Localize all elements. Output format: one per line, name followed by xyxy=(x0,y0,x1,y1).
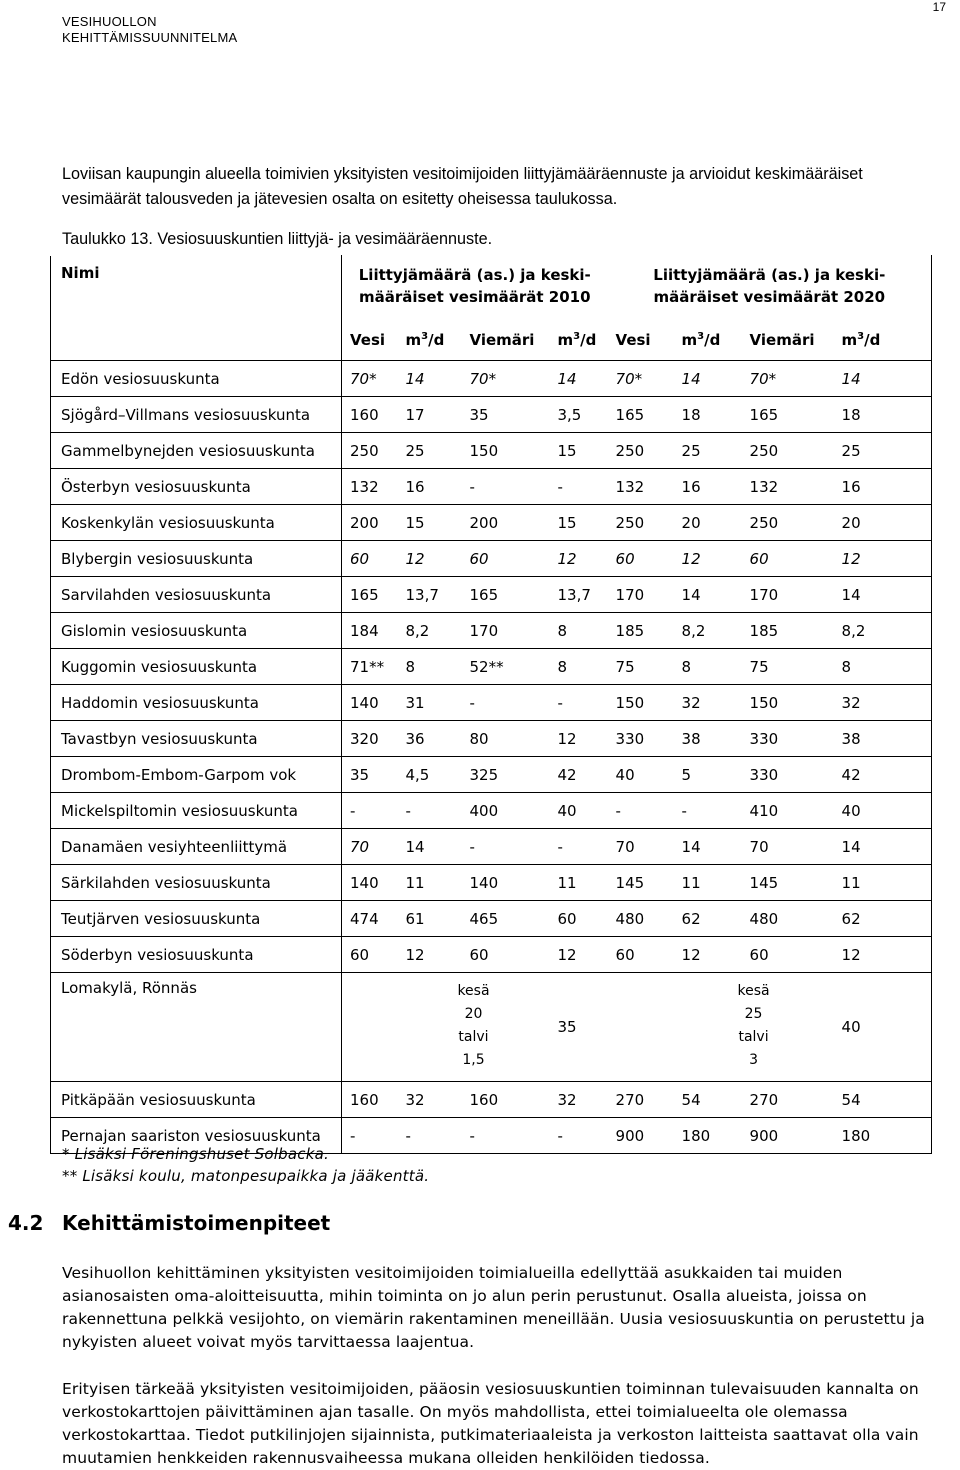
row-value: 4,5 xyxy=(398,757,462,793)
table-row xyxy=(51,397,932,433)
paragraph-1: Vesihuollon kehittäminen yksityisten vesitoimijoiden toimialueilla edellyttää asukkaiden tai muiden asianosaisten oma-aloitteisuutta, mihin toiminta on jo alun perin perustunut. Osalla alueista, joissa on rakennettuna pelkkä vesijohto, on viemärin rakentaminen meneillään. Uusia vesiosuuskuntia on perustettu ja nykyisten alueet voivat myös tarvittaessa laajentua. xyxy=(62,1264,925,1351)
row-name: Lomakylä, Rönnäs xyxy=(51,973,342,1082)
row-name: Söderbyn vesiosuuskunta xyxy=(51,937,342,973)
header-period-2020-line1: Liittyjämäärä (as.) ja keski- xyxy=(653,266,886,284)
table-row xyxy=(51,649,932,685)
footnote-1: * Lisäksi Föreningshuset Solbacka. xyxy=(62,1145,329,1163)
row-name: Mickelspiltomin vesiosuuskunta xyxy=(51,793,342,829)
table-row xyxy=(51,541,932,577)
row-value-empty xyxy=(342,973,398,1082)
row-name: Haddomin vesiosuuskunta xyxy=(51,685,342,721)
document-header xyxy=(62,14,237,46)
row-value: 180 xyxy=(674,1118,742,1154)
row-value: 60 xyxy=(462,541,550,577)
row-value: - xyxy=(462,685,550,721)
row-value: 25 xyxy=(834,433,932,469)
row-name: Drombom-Embom-Garpom vok xyxy=(51,757,342,793)
row-value: 165 xyxy=(608,397,674,433)
row-value: 410 xyxy=(742,793,834,829)
row-value: 250 xyxy=(742,433,834,469)
row-value: 12 xyxy=(398,937,462,973)
row-name: Pitkäpään vesiosuuskunta xyxy=(51,1082,342,1118)
row-name: Gammelbynejden vesiosuuskunta xyxy=(51,433,342,469)
season-line: 3 xyxy=(749,1052,758,1068)
row-value: 32 xyxy=(550,1082,608,1118)
header-line-1: VESIHUOLLON xyxy=(62,14,157,29)
row-value: 11 xyxy=(550,865,608,901)
row-value: 40 xyxy=(834,973,932,1082)
row-name: Särkilahden vesiosuuskunta xyxy=(51,865,342,901)
unit-sup: 3 xyxy=(421,331,429,342)
row-value: 12 xyxy=(550,721,608,757)
table-row xyxy=(51,613,932,649)
row-value: 170 xyxy=(742,577,834,613)
row-name: Sjögård–Villmans vesiosuuskunta xyxy=(51,397,342,433)
table-header-row xyxy=(51,256,932,325)
row-value: 60 xyxy=(742,541,834,577)
row-value: 8 xyxy=(834,649,932,685)
row-value: 160 xyxy=(462,1082,550,1118)
table-row xyxy=(51,685,932,721)
row-value: 14 xyxy=(398,829,462,865)
row-value: 140 xyxy=(342,685,398,721)
row-value: 474 xyxy=(342,901,398,937)
row-value: 42 xyxy=(550,757,608,793)
row-value: 52** xyxy=(462,649,550,685)
section-number: 4.2 xyxy=(8,1211,44,1235)
table-caption: Taulukko 13. Vesiosuuskuntien liittyjä- ja vesimääräennuste. xyxy=(62,230,493,248)
row-value: 18 xyxy=(834,397,932,433)
subheader-unit-2 xyxy=(550,324,608,361)
row-value: 8,2 xyxy=(834,613,932,649)
row-name: Blybergin vesiosuuskunta xyxy=(51,541,342,577)
row-value: 70* xyxy=(742,361,834,397)
row-name: Edön vesiosuuskunta xyxy=(51,361,342,397)
unit-m: m xyxy=(557,331,574,349)
unit-m: m xyxy=(841,331,858,349)
row-name: Pernajan saariston vesiosuuskunta xyxy=(51,1118,342,1154)
row-value: - xyxy=(608,793,674,829)
row-value: 8 xyxy=(550,649,608,685)
unit-sup: 3 xyxy=(573,331,581,342)
row-value: 35 xyxy=(462,397,550,433)
table-row xyxy=(51,901,932,937)
table-row xyxy=(51,433,932,469)
row-value: 900 xyxy=(742,1118,834,1154)
row-value: - xyxy=(550,829,608,865)
forecast-table xyxy=(50,255,932,1154)
row-value: 13,7 xyxy=(550,577,608,613)
row-value: 325 xyxy=(462,757,550,793)
row-value: 900 xyxy=(608,1118,674,1154)
row-value: 13,7 xyxy=(398,577,462,613)
row-value: 14 xyxy=(834,829,932,865)
row-value: 38 xyxy=(674,721,742,757)
row-value: 54 xyxy=(674,1082,742,1118)
row-value: 40 xyxy=(834,793,932,829)
row-value: - xyxy=(674,793,742,829)
table-row xyxy=(51,577,932,613)
row-value: 25 xyxy=(674,433,742,469)
row-value: - xyxy=(550,469,608,505)
row-value: 14 xyxy=(834,361,932,397)
footnote-2: ** Lisäksi koulu, matonpesupaikka ja jääkenttä. xyxy=(62,1167,430,1185)
row-value: 14 xyxy=(674,361,742,397)
row-value: 5 xyxy=(674,757,742,793)
row-name: Österbyn vesiosuuskunta xyxy=(51,469,342,505)
row-value: 42 xyxy=(834,757,932,793)
row-value: 132 xyxy=(342,469,398,505)
intro-paragraph: Loviisan kaupungin alueella toimivien yksityisten vesitoimijoiden liittyjämääräennuste ja arvioidut keskimääräiset vesimäärät talousveden ja jätevesien osalta on esitetty oheisessa taulukossa. xyxy=(62,165,863,208)
section-title: Kehittämistoimenpiteet xyxy=(62,1211,331,1235)
season-line: kesä xyxy=(737,983,770,999)
row-value: 60 xyxy=(608,937,674,973)
table-row xyxy=(51,829,932,865)
row-value: 16 xyxy=(674,469,742,505)
row-value: 250 xyxy=(742,505,834,541)
row-value: 3,5 xyxy=(550,397,608,433)
row-value: 330 xyxy=(608,721,674,757)
row-value: 132 xyxy=(608,469,674,505)
row-value: 185 xyxy=(742,613,834,649)
row-value: 25 xyxy=(398,433,462,469)
row-value: 38 xyxy=(834,721,932,757)
subheader-viemari-2010: Viemäri xyxy=(469,331,535,349)
row-value: 270 xyxy=(608,1082,674,1118)
subheader-empty xyxy=(51,324,342,361)
row-value: 16 xyxy=(398,469,462,505)
table-row xyxy=(51,793,932,829)
row-value: 170 xyxy=(462,613,550,649)
row-value: 250 xyxy=(342,433,398,469)
paragraph-2: Erityisen tärkeää yksityisten vesitoimijoiden, pääosin vesiosuuskuntien toiminnan tulevaisuuden kannalta on verkostokarttojen päivittäminen ajan tasalle. On myös mahdollista, ettei toimialueelta ole olemassa verkostokarttaa. Tiedot putkilinjojen sijainnista, putkimateriaaleista ja verkoston laitteista saattavat olla vain muutamien henkkeiden rakennusvaiheessa mukana olleiden henkilöiden tiedossa. xyxy=(62,1380,919,1467)
row-value: 14 xyxy=(398,361,462,397)
header-name: Nimi xyxy=(51,256,342,325)
row-name: Danamäen vesiyhteenliittymä xyxy=(51,829,342,865)
season-line: 20 xyxy=(464,1006,483,1022)
row-value: 16 xyxy=(834,469,932,505)
season-line: 1,5 xyxy=(462,1052,485,1068)
season-line: 25 xyxy=(744,1006,763,1022)
row-value: 70 xyxy=(742,829,834,865)
subheader-viemari-2020: Viemäri xyxy=(749,331,815,349)
subheader-unit-4 xyxy=(834,324,932,361)
row-value: 132 xyxy=(742,469,834,505)
row-value: 8 xyxy=(398,649,462,685)
row-value-stack-2010 xyxy=(398,973,550,1082)
row-value: 11 xyxy=(398,865,462,901)
row-value: 70* xyxy=(342,361,398,397)
season-stack xyxy=(737,976,769,1078)
unit-m: m xyxy=(681,331,698,349)
row-name: Teutjärven vesiosuuskunta xyxy=(51,901,342,937)
row-value: 12 xyxy=(674,937,742,973)
row-value: 80 xyxy=(462,721,550,757)
row-value: 15 xyxy=(398,505,462,541)
row-value: - xyxy=(398,793,462,829)
row-value: 15 xyxy=(550,433,608,469)
row-value: 15 xyxy=(550,505,608,541)
row-value: 70 xyxy=(342,829,398,865)
row-value: - xyxy=(342,1118,398,1154)
row-value: 62 xyxy=(674,901,742,937)
header-period-2010 xyxy=(342,256,608,325)
row-value: 12 xyxy=(550,541,608,577)
row-value: 35 xyxy=(550,973,608,1082)
row-value: 20 xyxy=(674,505,742,541)
row-value: 60 xyxy=(742,937,834,973)
row-value: 14 xyxy=(834,577,932,613)
row-value: 35 xyxy=(342,757,398,793)
row-name: Sarvilahden vesiosuuskunta xyxy=(51,577,342,613)
table-row xyxy=(51,1082,932,1118)
row-value: 480 xyxy=(742,901,834,937)
table-row xyxy=(51,721,932,757)
subheader-unit-1 xyxy=(398,324,462,361)
row-value: 165 xyxy=(462,577,550,613)
row-value: 160 xyxy=(342,1082,398,1118)
row-value: 200 xyxy=(342,505,398,541)
row-value: 14 xyxy=(550,361,608,397)
row-value: 165 xyxy=(742,397,834,433)
row-value: 165 xyxy=(342,577,398,613)
row-value: 330 xyxy=(742,721,834,757)
table-row xyxy=(51,757,932,793)
row-value: 75 xyxy=(608,649,674,685)
row-value: 12 xyxy=(674,541,742,577)
unit-per-day: /d xyxy=(428,331,445,349)
row-value: - xyxy=(462,1118,550,1154)
row-value: - xyxy=(462,469,550,505)
row-value: 31 xyxy=(398,685,462,721)
row-value: 140 xyxy=(462,865,550,901)
season-line: kesä xyxy=(457,983,490,999)
subheader-vesi-2010: Vesi xyxy=(350,331,386,349)
row-value: 60 xyxy=(462,937,550,973)
row-value: 400 xyxy=(462,793,550,829)
row-value: 32 xyxy=(674,685,742,721)
header-line-2: KEHITTÄMISSUUNNITELMA xyxy=(62,30,238,45)
row-value: 12 xyxy=(834,937,932,973)
header-period-2010-line2: määräiset vesimäärät 2010 xyxy=(358,288,591,306)
row-value: 61 xyxy=(398,901,462,937)
row-value: 32 xyxy=(834,685,932,721)
row-value: 70* xyxy=(608,361,674,397)
row-value: 8,2 xyxy=(398,613,462,649)
row-value: 185 xyxy=(608,613,674,649)
row-value: 270 xyxy=(742,1082,834,1118)
row-value: 480 xyxy=(608,901,674,937)
row-name: Tavastbyn vesiosuuskunta xyxy=(51,721,342,757)
row-value: 184 xyxy=(342,613,398,649)
unit-per-day: /d xyxy=(864,331,881,349)
table-row xyxy=(51,865,932,901)
row-value: 70 xyxy=(608,829,674,865)
page-number: 17 xyxy=(932,0,946,14)
row-value: 14 xyxy=(674,829,742,865)
row-value: 60 xyxy=(550,901,608,937)
row-value: 330 xyxy=(742,757,834,793)
row-value: 200 xyxy=(462,505,550,541)
row-value: 250 xyxy=(608,433,674,469)
unit-m: m xyxy=(405,331,422,349)
row-value: 8,2 xyxy=(674,613,742,649)
row-value: 60 xyxy=(342,937,398,973)
row-value: - xyxy=(342,793,398,829)
row-name: Gislomin vesiosuuskunta xyxy=(51,613,342,649)
table-row xyxy=(51,505,932,541)
header-period-2010-line1: Liittyjämäärä (as.) ja keski- xyxy=(358,266,591,284)
table-subheader-row xyxy=(51,324,932,361)
row-value: 70* xyxy=(462,361,550,397)
unit-per-day: /d xyxy=(704,331,721,349)
subheader-vesi-2020: Vesi xyxy=(615,331,651,349)
row-value: - xyxy=(550,685,608,721)
season-line: talvi xyxy=(458,1029,489,1045)
season-line: talvi xyxy=(738,1029,769,1045)
row-value: 180 xyxy=(834,1118,932,1154)
row-value: 11 xyxy=(834,865,932,901)
row-value: 11 xyxy=(674,865,742,901)
row-name: Koskenkylän vesiosuuskunta xyxy=(51,505,342,541)
row-value: 8 xyxy=(550,613,608,649)
row-value: 60 xyxy=(342,541,398,577)
row-value: 75 xyxy=(742,649,834,685)
row-value: 32 xyxy=(398,1082,462,1118)
table-row xyxy=(51,469,932,505)
row-value: 150 xyxy=(608,685,674,721)
unit-sup: 3 xyxy=(697,331,705,342)
row-value: 12 xyxy=(834,541,932,577)
row-value: 465 xyxy=(462,901,550,937)
subheader-unit-3 xyxy=(674,324,742,361)
season-stack xyxy=(457,976,489,1078)
row-value: 62 xyxy=(834,901,932,937)
header-period-2020 xyxy=(608,256,932,325)
row-value: 36 xyxy=(398,721,462,757)
row-value: 71** xyxy=(342,649,398,685)
row-value: 40 xyxy=(550,793,608,829)
table-row xyxy=(51,973,932,1082)
row-name: Kuggomin vesiosuuskunta xyxy=(51,649,342,685)
row-value-empty xyxy=(608,973,674,1082)
row-value: 14 xyxy=(674,577,742,613)
row-value: 20 xyxy=(834,505,932,541)
row-value: 160 xyxy=(342,397,398,433)
row-value: 170 xyxy=(608,577,674,613)
unit-per-day: /d xyxy=(580,331,597,349)
row-value: 250 xyxy=(608,505,674,541)
header-period-2020-line2: määräiset vesimäärät 2020 xyxy=(653,288,886,306)
row-value-stack-2020 xyxy=(674,973,834,1082)
row-value: 320 xyxy=(342,721,398,757)
row-value: 150 xyxy=(462,433,550,469)
row-value: 60 xyxy=(608,541,674,577)
row-value: 17 xyxy=(398,397,462,433)
row-value: 145 xyxy=(742,865,834,901)
unit-sup: 3 xyxy=(857,331,865,342)
row-value: 54 xyxy=(834,1082,932,1118)
row-value: 140 xyxy=(342,865,398,901)
row-value: - xyxy=(462,829,550,865)
row-value: 150 xyxy=(742,685,834,721)
row-value: 145 xyxy=(608,865,674,901)
footnotes xyxy=(62,1143,429,1187)
row-value: 40 xyxy=(608,757,674,793)
row-value: 12 xyxy=(398,541,462,577)
row-value: - xyxy=(398,1118,462,1154)
table-row xyxy=(51,361,932,397)
row-value: 8 xyxy=(674,649,742,685)
table-row xyxy=(51,937,932,973)
row-value: 12 xyxy=(550,937,608,973)
row-value: 18 xyxy=(674,397,742,433)
row-value: - xyxy=(550,1118,608,1154)
